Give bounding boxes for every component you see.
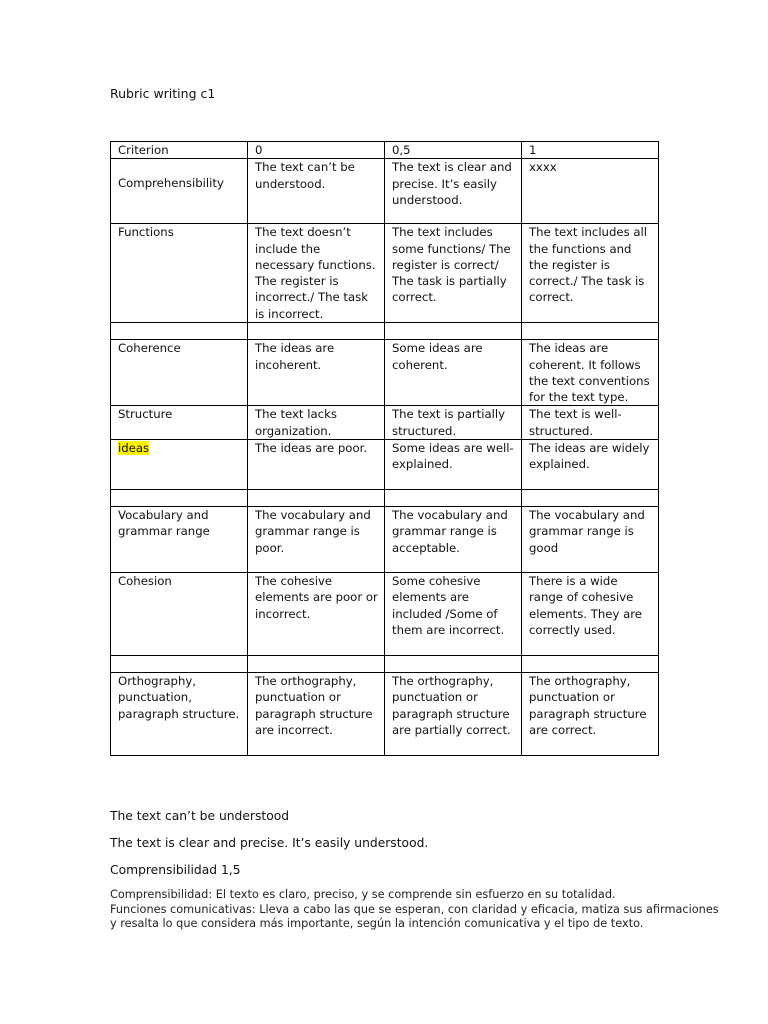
- score-0-cell: The text can’t be understood.: [248, 159, 385, 224]
- table-row: [111, 159, 659, 224]
- table-row-empty: [111, 656, 659, 673]
- highlighted-criterion: ideas: [118, 441, 150, 456]
- criterion-cell: [111, 323, 248, 340]
- header-score-1: 1: [522, 142, 659, 159]
- rubric-table: [110, 141, 659, 756]
- footer-line-3: y resalta lo que considera más importante, según la intención comunicativa y el tipo de texto.: [110, 917, 644, 930]
- criterion-cell: Cohesion: [111, 573, 248, 656]
- score-1-cell: [522, 323, 659, 340]
- criterion-cell: Vocabulary and grammar range: [111, 507, 248, 573]
- table-row: [111, 673, 659, 756]
- score-1-cell: The vocabulary and grammar range is good: [522, 507, 659, 573]
- score-0-cell: [248, 656, 385, 673]
- criterion-cell: Functions: [111, 224, 248, 323]
- score-1-cell: [522, 490, 659, 507]
- score-05-cell: The text is clear and precise. It’s easily understood.: [385, 159, 522, 224]
- criterion-cell: Comprehensibility: [111, 159, 248, 224]
- score-05-cell: The text includes some functions/ The register is correct/ The task is partially correct.: [385, 224, 522, 323]
- score-0-cell: The vocabulary and grammar range is poor.: [248, 507, 385, 573]
- criterion-cell: [111, 490, 248, 507]
- score-1-cell: The orthography, punctuation or paragraph structure are correct.: [522, 673, 659, 756]
- table-row: [111, 573, 659, 656]
- score-0-cell: The orthography, punctuation or paragraph structure are incorrect.: [248, 673, 385, 756]
- table-row: [111, 440, 659, 490]
- score-1-cell: [522, 656, 659, 673]
- score-0-cell: The ideas are incoherent.: [248, 340, 385, 406]
- score-0-cell: The ideas are poor.: [248, 440, 385, 490]
- score-0-cell: [248, 323, 385, 340]
- table-row-empty: [111, 323, 659, 340]
- criterion-cell: Structure: [111, 406, 248, 440]
- criterion-cell: [111, 440, 248, 490]
- table-row: [111, 406, 659, 440]
- score-1-cell: The text is well-structured.: [522, 406, 659, 440]
- header-score-05: 0,5: [385, 142, 522, 159]
- table-row: [111, 507, 659, 573]
- criterion-cell: [111, 656, 248, 673]
- score-05-cell: Some cohesive elements are included /Some of them are incorrect.: [385, 573, 522, 656]
- score-05-cell: The orthography, punctuation or paragraph structure are partially correct.: [385, 673, 522, 756]
- score-05-cell: [385, 490, 522, 507]
- score-05-cell: [385, 323, 522, 340]
- note-line-2: The text is clear and precise. It’s easily understood.: [110, 836, 429, 850]
- score-1-cell: The text includes all the functions and the register is correct./ The task is correct.: [522, 224, 659, 323]
- score-0-cell: [248, 490, 385, 507]
- note-line-1: The text can’t be understood: [110, 809, 290, 823]
- table-row-empty: [111, 490, 659, 507]
- score-1-cell: xxxx: [522, 159, 659, 224]
- table-row: [111, 224, 659, 323]
- score-05-cell: The text is partially structured.: [385, 406, 522, 440]
- score-1-cell: The ideas are widely explained.: [522, 440, 659, 490]
- footer-line-1: Comprensibilidad: El texto es claro, preciso, y se comprende sin esfuerzo en su totalidad.: [110, 888, 616, 901]
- score-05-cell: [385, 656, 522, 673]
- score-05-cell: Some ideas are well-explained.: [385, 440, 522, 490]
- header-criterion: Criterion: [111, 142, 248, 159]
- score-1-cell: The ideas are coherent. It follows the text conventions for the text type.: [522, 340, 659, 406]
- criterion-cell: Coherence: [111, 340, 248, 406]
- score-0-cell: The text doesn’t include the necessary functions. The register is incorrect./ The task is incorrect.: [248, 224, 385, 323]
- criterion-cell: Orthography, punctuation, paragraph structure.: [111, 673, 248, 756]
- score-1-cell: There is a wide range of cohesive elements. They are correctly used.: [522, 573, 659, 656]
- header-score-0: 0: [248, 142, 385, 159]
- footer-line-2: Funciones comunicativas: Lleva a cabo las que se esperan, con claridad y eficacia, matiza sus afirmaciones: [110, 902, 719, 916]
- table-header-row: [111, 142, 659, 159]
- score-05-cell: Some ideas are coherent.: [385, 340, 522, 406]
- note-line-3: Comprensibilidad 1,5: [110, 863, 241, 877]
- score-05-cell: The vocabulary and grammar range is acceptable.: [385, 507, 522, 573]
- score-0-cell: The text lacks organization.: [248, 406, 385, 440]
- table-row: [111, 340, 659, 406]
- score-0-cell: The cohesive elements are poor or incorrect.: [248, 573, 385, 656]
- document-title: Rubric writing c1: [110, 86, 216, 101]
- footer-description: [110, 888, 719, 932]
